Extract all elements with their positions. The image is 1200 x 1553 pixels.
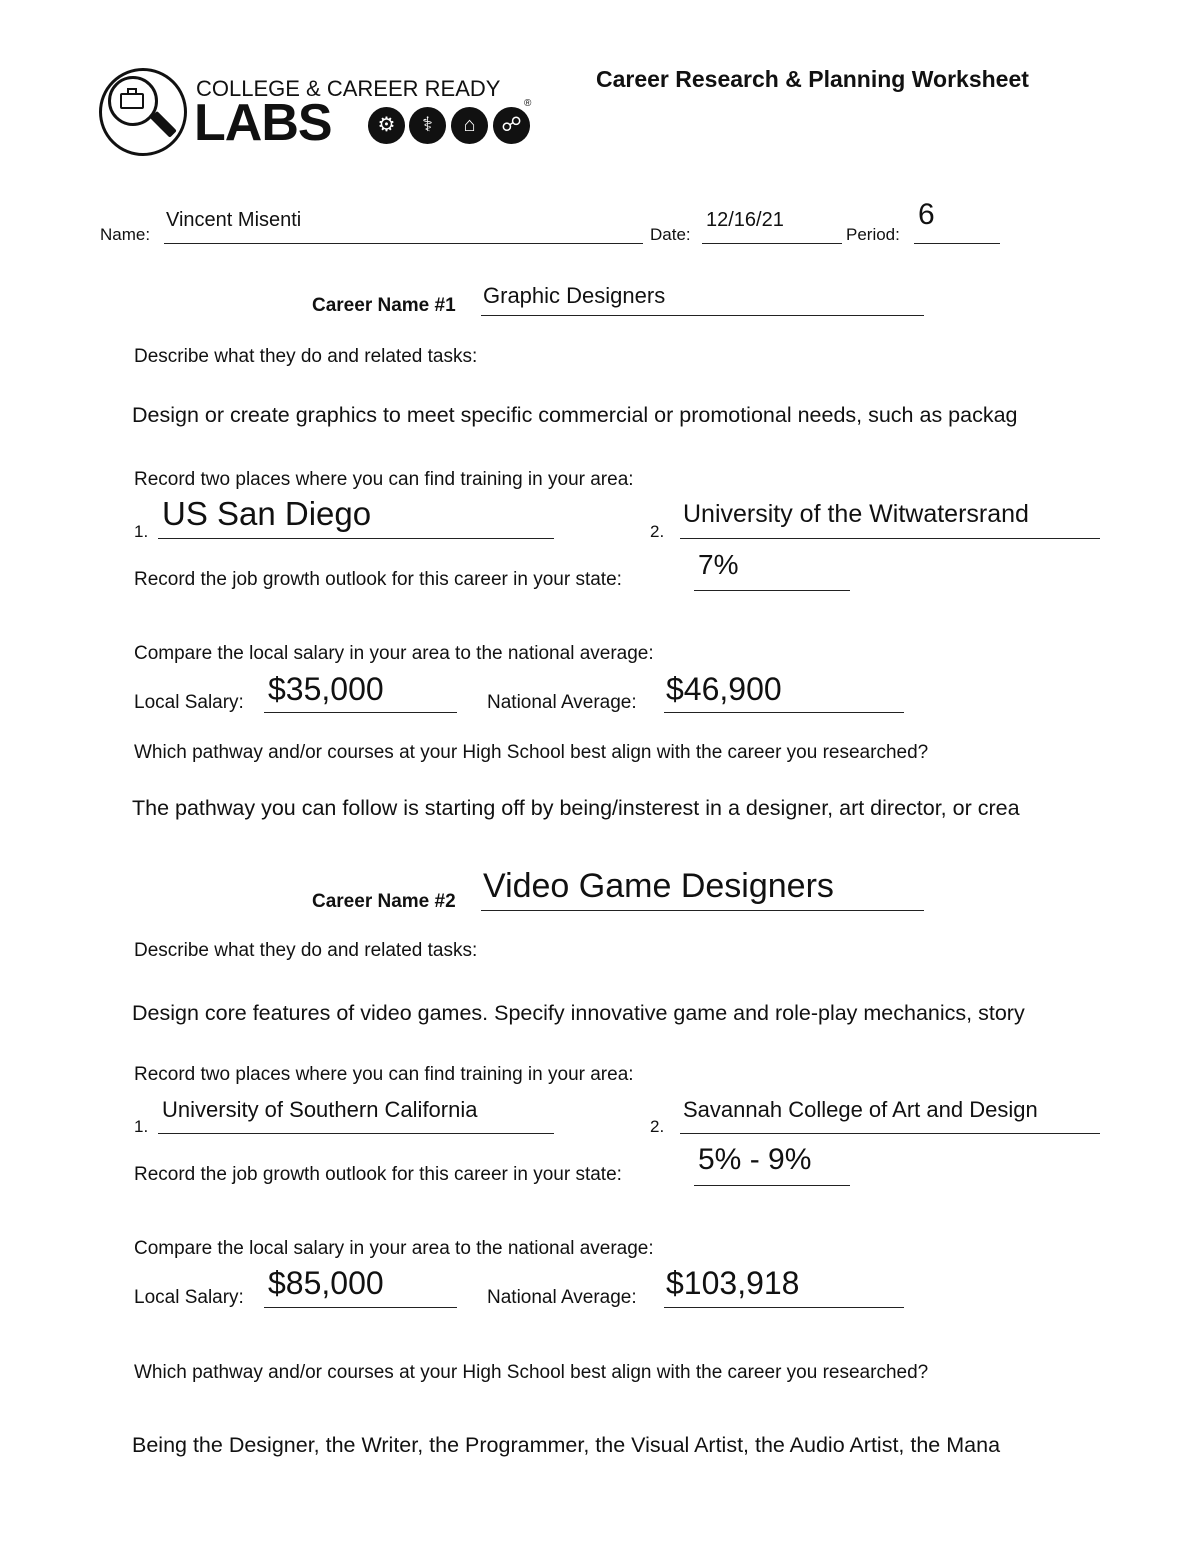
page-title: Career Research & Planning Worksheet — [596, 66, 1029, 92]
pathway-field[interactable]: The pathway you can follow is starting off by being/insterest in a designer, art director, or crea — [132, 796, 1020, 820]
describe-prompt: Describe what they do and related tasks: — [134, 346, 478, 367]
growth-field[interactable]: 5% - 9% — [698, 1143, 812, 1176]
training-1-line — [158, 538, 554, 539]
name-field[interactable]: Vincent Misenti — [166, 209, 302, 231]
training-2-line — [680, 538, 1100, 539]
pathway-prompt: Which pathway and/or courses at your High School best align with the career you researched? — [134, 742, 929, 763]
training-2-field[interactable]: University of the Witwatersrand — [683, 500, 1029, 528]
local-salary-field[interactable]: $85,000 — [268, 1265, 384, 1301]
house-blueprint-icon: ⌂ — [451, 107, 488, 144]
growth-prompt: Record the job growth outlook for this career in your state: — [134, 1164, 622, 1185]
network-people-icon: ☍ — [493, 107, 530, 144]
date-field[interactable]: 12/16/21 — [706, 209, 784, 231]
growth-line — [694, 590, 850, 591]
career-name-line — [481, 315, 924, 316]
national-average-label: National Average: — [487, 692, 637, 713]
name-label: Name: — [100, 225, 151, 244]
describe-field[interactable]: Design or create graphics to meet specific commercial or promotional needs, such as packag — [132, 403, 1018, 427]
pathway-prompt: Which pathway and/or courses at your High School best align with the career you researched? — [134, 1362, 929, 1383]
local-salary-label: Local Salary: — [134, 692, 244, 713]
briefcase-icon — [120, 93, 144, 109]
logo-top-text: COLLEGE & CAREER READY — [196, 76, 501, 101]
date-line — [702, 243, 842, 244]
career-name-label: Career Name #1 — [312, 295, 456, 316]
training-1-field[interactable]: US San Diego — [162, 495, 372, 532]
training-2-label: 2. — [650, 1117, 665, 1136]
national-average-field[interactable]: $46,900 — [666, 671, 782, 707]
training-2-line — [680, 1133, 1100, 1134]
gears-icon: ⚙ — [368, 107, 405, 144]
local-salary-line — [264, 712, 457, 713]
growth-line — [694, 1185, 850, 1186]
training-1-line — [158, 1133, 554, 1134]
local-salary-label: Local Salary: — [134, 1287, 244, 1308]
training-1-field[interactable]: University of Southern California — [162, 1097, 478, 1122]
growth-prompt: Record the job growth outlook for this career in your state: — [134, 569, 622, 590]
caduceus-icon: ⚕ — [409, 107, 446, 144]
training-1-label: 1. — [134, 522, 149, 541]
period-line — [914, 243, 1000, 244]
date-label: Date: — [650, 225, 691, 244]
training-prompt: Record two places where you can find training in your area: — [134, 469, 634, 490]
local-salary-line — [264, 1307, 457, 1308]
career-name-line — [481, 910, 924, 911]
career-name-label: Career Name #2 — [312, 891, 456, 912]
local-salary-field[interactable]: $35,000 — [268, 671, 384, 707]
career-name-field[interactable]: Video Game Designers — [483, 867, 834, 905]
training-prompt: Record two places where you can find training in your area: — [134, 1064, 634, 1085]
training-2-label: 2. — [650, 522, 665, 541]
national-average-label: National Average: — [487, 1287, 637, 1308]
period-field[interactable]: 6 — [918, 198, 935, 231]
national-average-line — [664, 712, 904, 713]
name-line — [164, 243, 643, 244]
salary-prompt: Compare the local salary in your area to the national average: — [134, 643, 654, 664]
pathway-field[interactable]: Being the Designer, the Writer, the Programmer, the Visual Artist, the Audio Artist, the Mana — [132, 1433, 1001, 1457]
training-1-label: 1. — [134, 1117, 149, 1136]
career-name-field[interactable]: Graphic Designers — [483, 283, 666, 308]
national-average-line — [664, 1307, 904, 1308]
logo-labs-text: LABS — [194, 94, 332, 152]
registered-mark: ® — [524, 98, 532, 109]
training-2-field[interactable]: Savannah College of Art and Design — [683, 1097, 1038, 1122]
national-average-field[interactable]: $103,918 — [666, 1265, 800, 1301]
growth-field[interactable]: 7% — [698, 549, 739, 580]
period-label: Period: — [846, 225, 900, 244]
salary-prompt: Compare the local salary in your area to the national average: — [134, 1238, 654, 1259]
describe-field[interactable]: Design core features of video games. Specify innovative game and role-play mechanics, story — [132, 1001, 1025, 1025]
describe-prompt: Describe what they do and related tasks: — [134, 940, 478, 961]
